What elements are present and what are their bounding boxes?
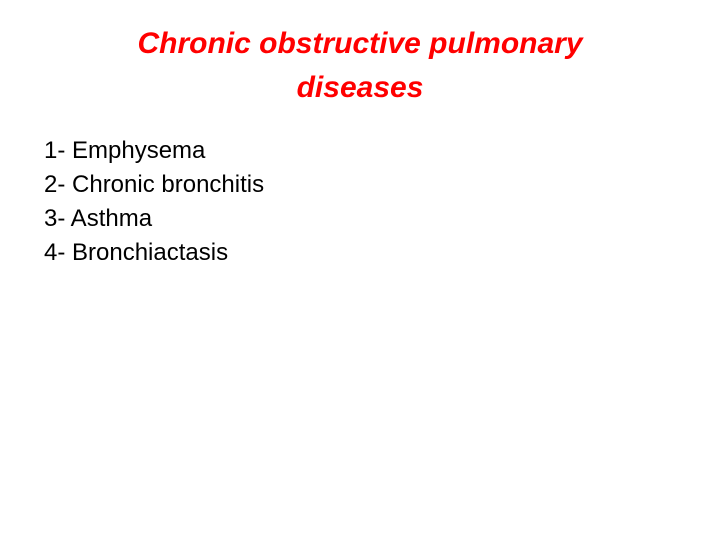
list-item-asthma: 3- Asthma <box>44 205 153 232</box>
slide-title-line-2: diseases <box>296 71 424 104</box>
list-item-chronic-bronchitis: 2- Chronic bronchitis <box>44 171 265 198</box>
slide-title-line-1: Chronic obstructive pulmonary <box>137 27 583 60</box>
slide-title <box>60 22 660 110</box>
disease-list <box>44 134 264 270</box>
list-item-bronchiactasis: 4- Bronchiactasis <box>44 239 229 266</box>
list-item-emphysema: 1- Emphysema <box>44 137 206 164</box>
